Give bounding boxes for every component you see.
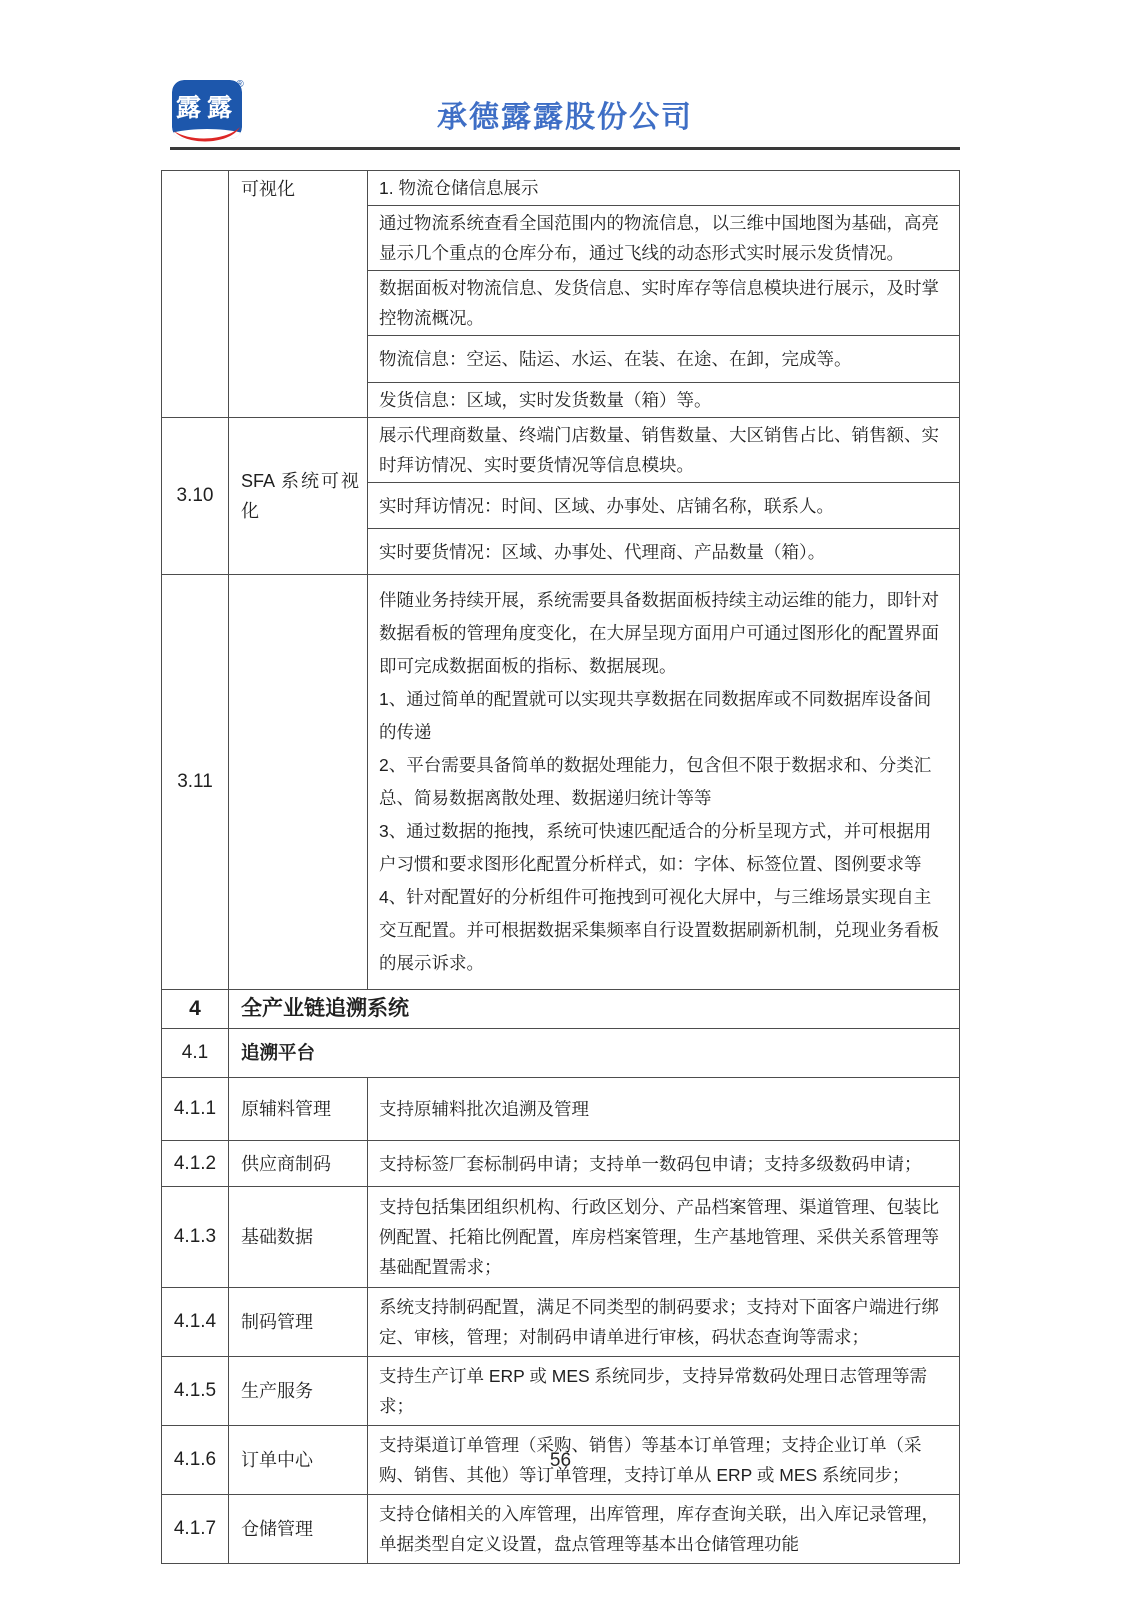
row-4 (162, 990, 959, 1029)
row-4-1-3 (162, 1187, 959, 1288)
paragraph: 2、平台需要具备简单的数据处理能力，包含但不限于数据求和、分类汇总、简易数据离散处理、数据递归统计等等 (379, 755, 932, 808)
row-title: 原辅料管理 (241, 1099, 331, 1119)
sub-requirement: 1. 物流仓储信息展示 (368, 171, 959, 206)
row-4-1 (162, 1029, 959, 1078)
row-number-cell: 4.1.3 (162, 1187, 229, 1287)
row-title: 可视化 (241, 179, 295, 199)
row-title-cell (229, 1495, 368, 1563)
logo-text: 露露 (175, 94, 239, 122)
row-content-cell (368, 575, 959, 989)
row-content-cell: 系统支持制码配置，满足不同类型的制码要求；支持对下面客户端进行绑定、审核，管理；对制码申请单进行审核，码状态查询等需求； (379, 1297, 939, 1347)
row-number-cell: 3.11 (162, 575, 229, 989)
chapter-title: 全产业链追溯系统 (241, 997, 409, 1020)
row-number-cell: 4.1.7 (162, 1495, 229, 1563)
row-title: SFA 系统可视化 (241, 471, 359, 521)
page-number: 56 (549, 1450, 572, 1471)
paragraph: 伴随业务持续开展，系统需要具备数据面板持续主动运维的能力，即针对数据看板的管理角度变化，在大屏呈现方面用户可通过图形化的配置界面即可完成数据面板的指标、数据展现。 (379, 590, 939, 676)
row-3-10 (162, 418, 959, 575)
sub-requirement: 物流信息：空运、陆运、水运、在装、在途、在卸，完成等。 (368, 336, 959, 383)
row-content-cell: 支持生产订单 ERP 或 MES 系统同步，支持异常数码处理日志管理等需求； (379, 1366, 928, 1416)
row-visualization-continued (162, 171, 959, 418)
sub-requirement: 展示代理商数量、终端门店数量、销售数量、大区销售占比、销售额、实时拜访情况、实时要货情况等信息模块。 (368, 418, 959, 483)
row-title-cell (229, 1078, 368, 1140)
sub-requirement: 实时要货情况：区域、办事处、代理商、产品数量（箱）。 (379, 541, 826, 562)
header-rule (170, 147, 960, 150)
row-content-cell: 支持标签厂套标制码申请；支持单一数码包申请；支持多级数码申请； (379, 1153, 922, 1174)
row-content-cell: 支持包括集团组织机构、行政区划分、产品档案管理、渠道管理、包装比例配置、托箱比例配置，库房档案管理，生产基地管理、采供关系管理等基础配置需求； (379, 1197, 939, 1277)
row-title: 仓储管理 (241, 1519, 313, 1539)
row-number-cell: 4.1.4 (162, 1288, 229, 1356)
row-title-cell (229, 1187, 368, 1287)
row-number-cell: 3.10 (162, 418, 229, 574)
sub-requirement: 数据面板对物流信息、发货信息、实时库存等信息模块进行展示，及时掌控物流概况。 (368, 271, 959, 336)
row-title-cell (229, 575, 368, 989)
row-title-cell (229, 1357, 368, 1425)
row-number-cell: 4 (162, 990, 229, 1028)
row-title: 订单中心 (241, 1450, 313, 1470)
paragraph: 3、通过数据的拖拽，系统可快速匹配适合的分析呈现方式，并可根据用户习惯和要求图形化配置分析样式，如：字体、标签位置、图例要求等 (379, 821, 932, 874)
row-title: 供应商制码 (241, 1153, 331, 1174)
row-number-cell: 4.1.5 (162, 1357, 229, 1425)
row-title: 生产服务 (241, 1381, 313, 1401)
sub-requirement: 发货信息：区域，实时发货数量（箱）等。 (379, 390, 712, 410)
paragraph: 1、通过简单的配置就可以实现共享数据在同数据库或不同数据库设备间的传递 (379, 689, 932, 742)
row-number-cell (162, 171, 229, 417)
requirement-paragraphs (368, 575, 959, 989)
row-number-cell: 4.1.1 (162, 1078, 229, 1140)
row-title: 基础数据 (241, 1227, 313, 1247)
row-number-cell: 4.1.6 (162, 1426, 229, 1494)
registered-mark: ® (236, 79, 244, 90)
row-title-cell (229, 418, 368, 574)
row-4-1-5 (162, 1357, 959, 1426)
company-name: 承德露露股份公司 (437, 101, 693, 134)
row-content-cell: 支持渠道订单管理（采购、销售）等基本订单管理；支持企业订单（采购、销售、其他）等订单管理，支持订单从 ERP 或 MES 系统同步； (379, 1435, 922, 1485)
section-title: 追溯平台 (241, 1042, 316, 1063)
row-4-1-7 (162, 1495, 959, 1563)
sub-requirement: 实时拜访情况：时间、区域、办事处、店铺名称，联系人。 (368, 483, 959, 529)
lulu-logo (170, 76, 248, 150)
page-header (170, 0, 960, 150)
row-content-cell (368, 171, 959, 417)
row-title-cell (229, 171, 368, 417)
row-content-cell: 支持仓储相关的入库管理，出库管理，库存查询关联，出入库记录管理，单据类型自定义设置，盘点管理等基本出仓储管理功能 (379, 1504, 939, 1554)
row-number-cell: 4.1.2 (162, 1141, 229, 1186)
row-3-11 (162, 575, 959, 990)
row-content-cell: 支持原辅料批次追溯及管理 (379, 1099, 589, 1119)
row-4-1-1 (162, 1078, 959, 1141)
paragraph: 4、针对配置好的分析组件可拖拽到可视化大屏中，与三维场景实现自主交互配置。并可根据数据采集频率自行设置数据刷新机制，兑现业务看板的展示诉求。 (379, 887, 939, 973)
row-number-cell: 4.1 (162, 1029, 229, 1077)
row-title-cell (229, 1288, 368, 1356)
row-title: 制码管理 (241, 1312, 313, 1332)
row-title-cell (229, 1141, 368, 1186)
requirements-table (161, 170, 960, 1564)
row-4-1-2 (162, 1141, 959, 1187)
sub-requirement: 通过物流系统查看全国范围内的物流信息，以三维中国地图为基础，高亮显示几个重点的仓库分布，通过飞线的动态形式实时展示发货情况。 (368, 206, 959, 271)
row-4-1-4 (162, 1288, 959, 1357)
row-content-cell (368, 418, 959, 574)
